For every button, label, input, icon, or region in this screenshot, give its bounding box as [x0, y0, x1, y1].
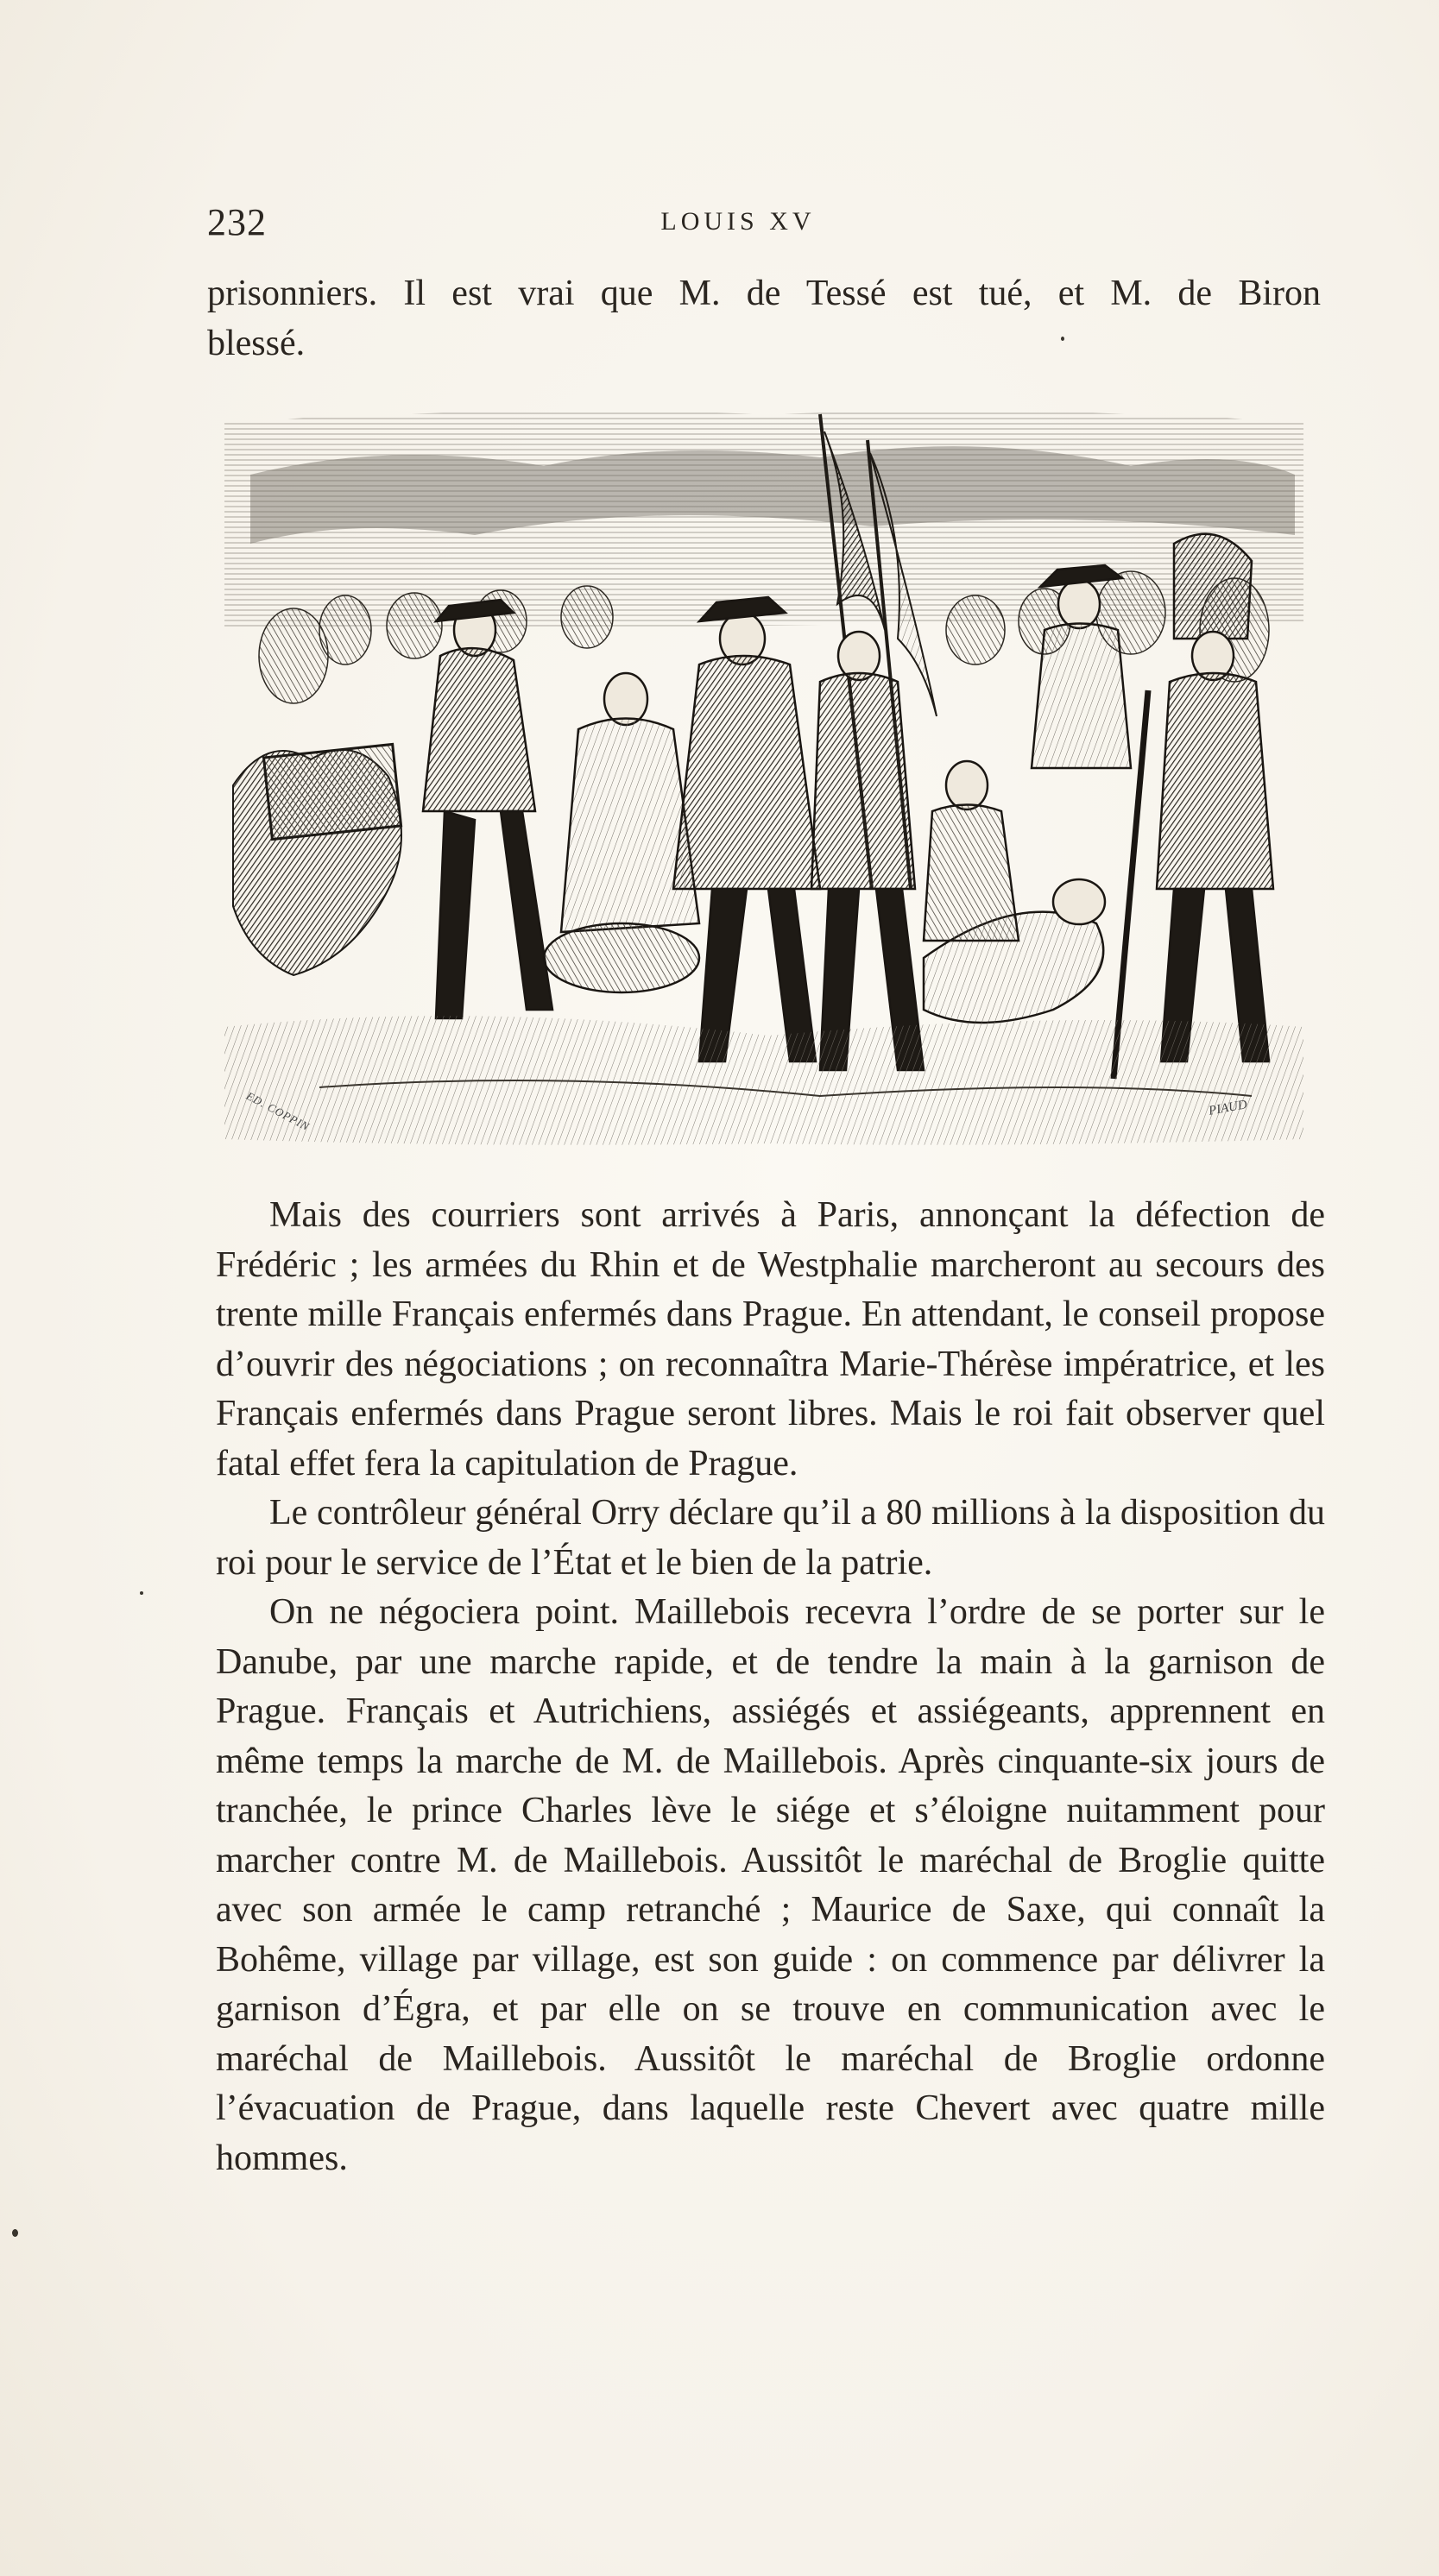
- text-line: blessé.: [207, 323, 306, 363]
- running-title: LOUIS XV: [660, 207, 816, 236]
- paper-speck: [1061, 337, 1064, 341]
- paper-speck: [140, 1591, 143, 1595]
- ground: [224, 1016, 1303, 1145]
- supply-crate: [263, 744, 401, 839]
- paper-speck: [12, 2229, 18, 2237]
- page-number: 232: [207, 201, 267, 243]
- paragraph: Mais des courriers sont arrivés à Paris, annonçant la défection de Frédéric ; les armées du Rhin et de Westphalie marcheront au secours des trente mille Français enfermés dans Prague. En attendant, le conseil propose d’ouvrir des négociations ; on reconnaîtra Marie-Thérèse impératrice, et les Français enfermés dans Prague seront libres. Mais le roi fait observer quel fatal effet fera la capitulation de Prague.: [216, 1195, 1325, 1483]
- continued-paragraph: [207, 269, 1321, 368]
- paragraph: Le contrôleur général Orry déclare qu’il a 80 millions à la disposition du roi pour le service de l’État et le bien de la patrie.: [216, 1493, 1325, 1583]
- paragraph: On ne négociera point. Maillebois recevra l’ordre de se porter sur le Danube, par une marche rapide, et de tendre la main à la garnison de Prague. Français et Autrichiens, assiégés et assiégeants, apprennent en même temps la marche de M. de Maillebois. Après cinquante-six jours de tranchée, le prince Charles lève le siége et s’éloigne nuitamment pour marcher contre M. de Maillebois. Aussitôt le maréchal de Broglie quitte avec son armée le camp retranché ; Maurice de Saxe, qui connaît la Bohême, village par village, est son guide : on commence par délivrer la garnison d’Égra, et par elle on se trouve en communication avec le maréchal de Maillebois. Aussitôt le maréchal de Broglie ordonne l’évacuation de Prague, dans laquelle reste Chevert avec quatre mille hommes.: [216, 1592, 1325, 2178]
- text-line: prisonniers. Il est vrai que M. de Tessé est tué, et M. de Biron: [207, 274, 1321, 313]
- running-head: [207, 200, 1329, 243]
- engraver-signature-right: PIAUD: [1207, 1098, 1248, 1118]
- engraving-art: [216, 406, 1312, 1152]
- body-text: [216, 1191, 1325, 2183]
- engraving-illustration: [216, 406, 1312, 1152]
- engraver-signature-left: ED. COPPIN: [243, 1089, 312, 1134]
